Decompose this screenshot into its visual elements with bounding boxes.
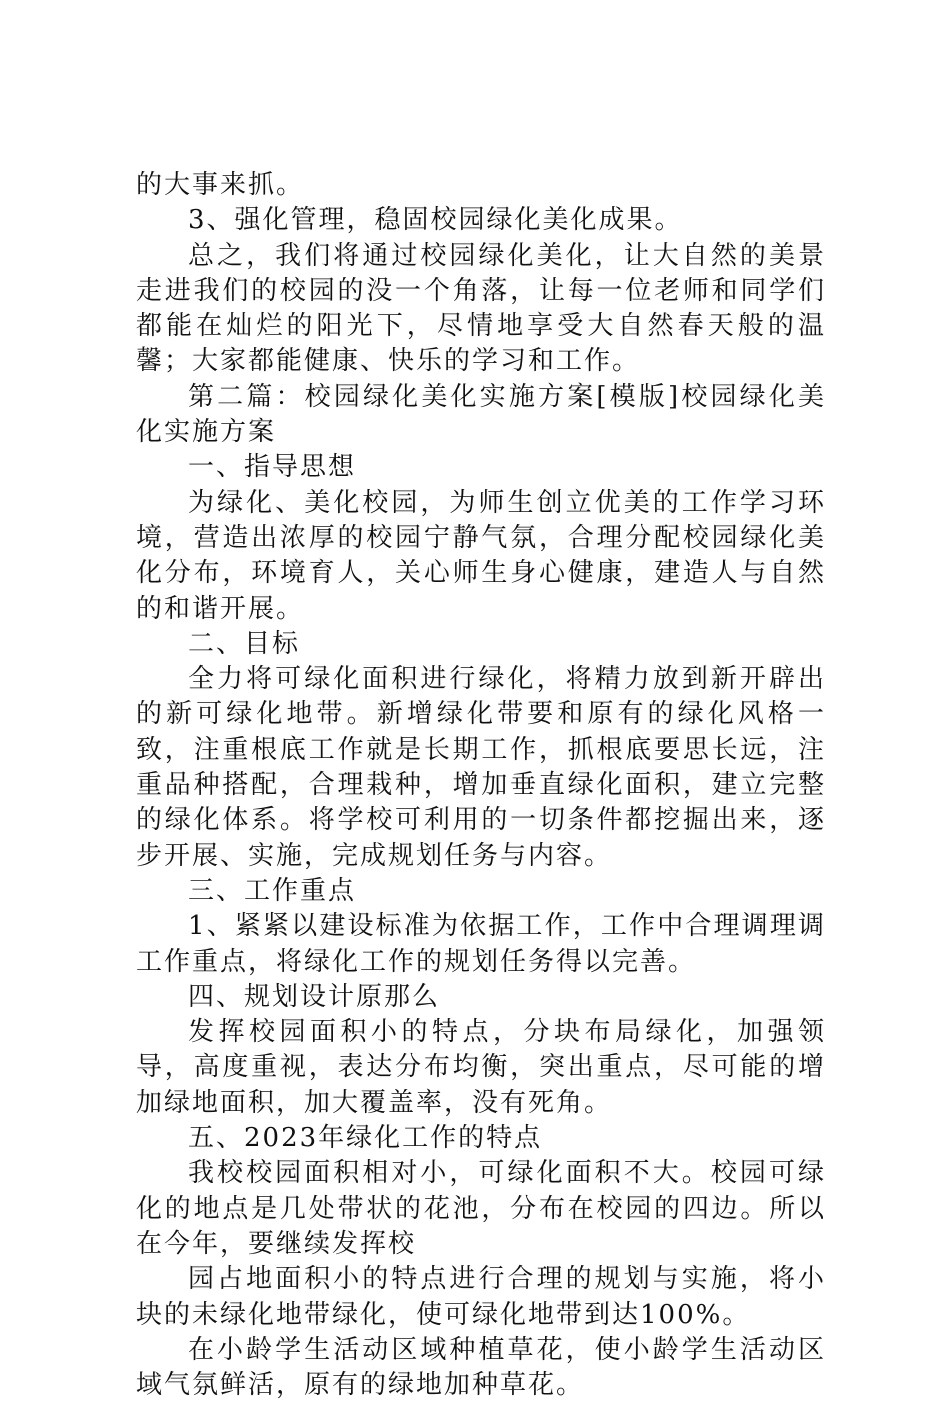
- paragraph: 总之，我们将通过校园绿化美化，让大自然的美景走进我们的校园的没一个角落，让每一位老师和同学们都能在灿烂的阳光下，尽情地享受大自然春天般的温馨；大家都能健康、快乐的学习和工作。: [136, 240, 826, 377]
- paragraph: 为绿化、美化校园，为师生创立优美的工作学习环境，营造出浓厚的校园宁静气氛，合理分配校园绿化美化分布，环境育人，关心师生身心健康，建造人与自然的和谐开展。: [136, 487, 826, 624]
- section-title: 第二篇：校园绿化美化实施方案[模版]校园绿化美化实施方案: [136, 381, 826, 448]
- document-body: [136, 168, 826, 1403]
- list-item: 3、强化管理，稳固校园绿化美化成果。: [188, 205, 683, 236]
- paragraph: 全力将可绿化面积进行绿化，将精力放到新开辟出的新可绿化地带。新增绿化带要和原有的绿化风格一致，注重根底工作就是长期工作，抓根底要思长远，注重品种搭配，合理栽种，增加垂直绿化面积，建立完整的绿化体系。将学校可利用的一切条件都挖掘出来，逐步开展、实施，完成规划任务与内容。: [136, 664, 826, 871]
- paragraph: 我校校园面积相对小，可绿化面积不大。校园可绿化的地点是几处带状的花池，分布在校园的四边。所以在今年，要继续发挥校: [136, 1158, 826, 1259]
- paragraph: 的大事来抓。: [136, 170, 305, 200]
- section-heading: 一、指导思想: [188, 452, 357, 483]
- paragraph: 在小龄学生活动区域种植草花，使小龄学生活动区域气氛鲜活，原有的绿地加种草花。: [136, 1334, 826, 1401]
- section-heading: 三、工作重点: [188, 875, 357, 906]
- paragraph: 园占地面积小的特点进行合理的规划与实施，将小块的未绿化地带绿化，使可绿化地带到达100%。: [136, 1264, 826, 1330]
- section-heading: 五、2023年绿化工作的特点: [188, 1123, 543, 1154]
- section-heading: 二、目标: [188, 628, 301, 659]
- section-heading: 四、规划设计原那么: [188, 981, 441, 1012]
- list-item: 1、紧紧以建设标准为依据工作，工作中合理调理调工作重点，将绿化工作的规划任务得以完善。: [136, 911, 826, 977]
- paragraph: 发挥校园面积小的特点，分块布局绿化，加强领导，高度重视，表达分布均衡，突出重点，尽可能的增加绿地面积，加大覆盖率，没有死角。: [136, 1017, 826, 1118]
